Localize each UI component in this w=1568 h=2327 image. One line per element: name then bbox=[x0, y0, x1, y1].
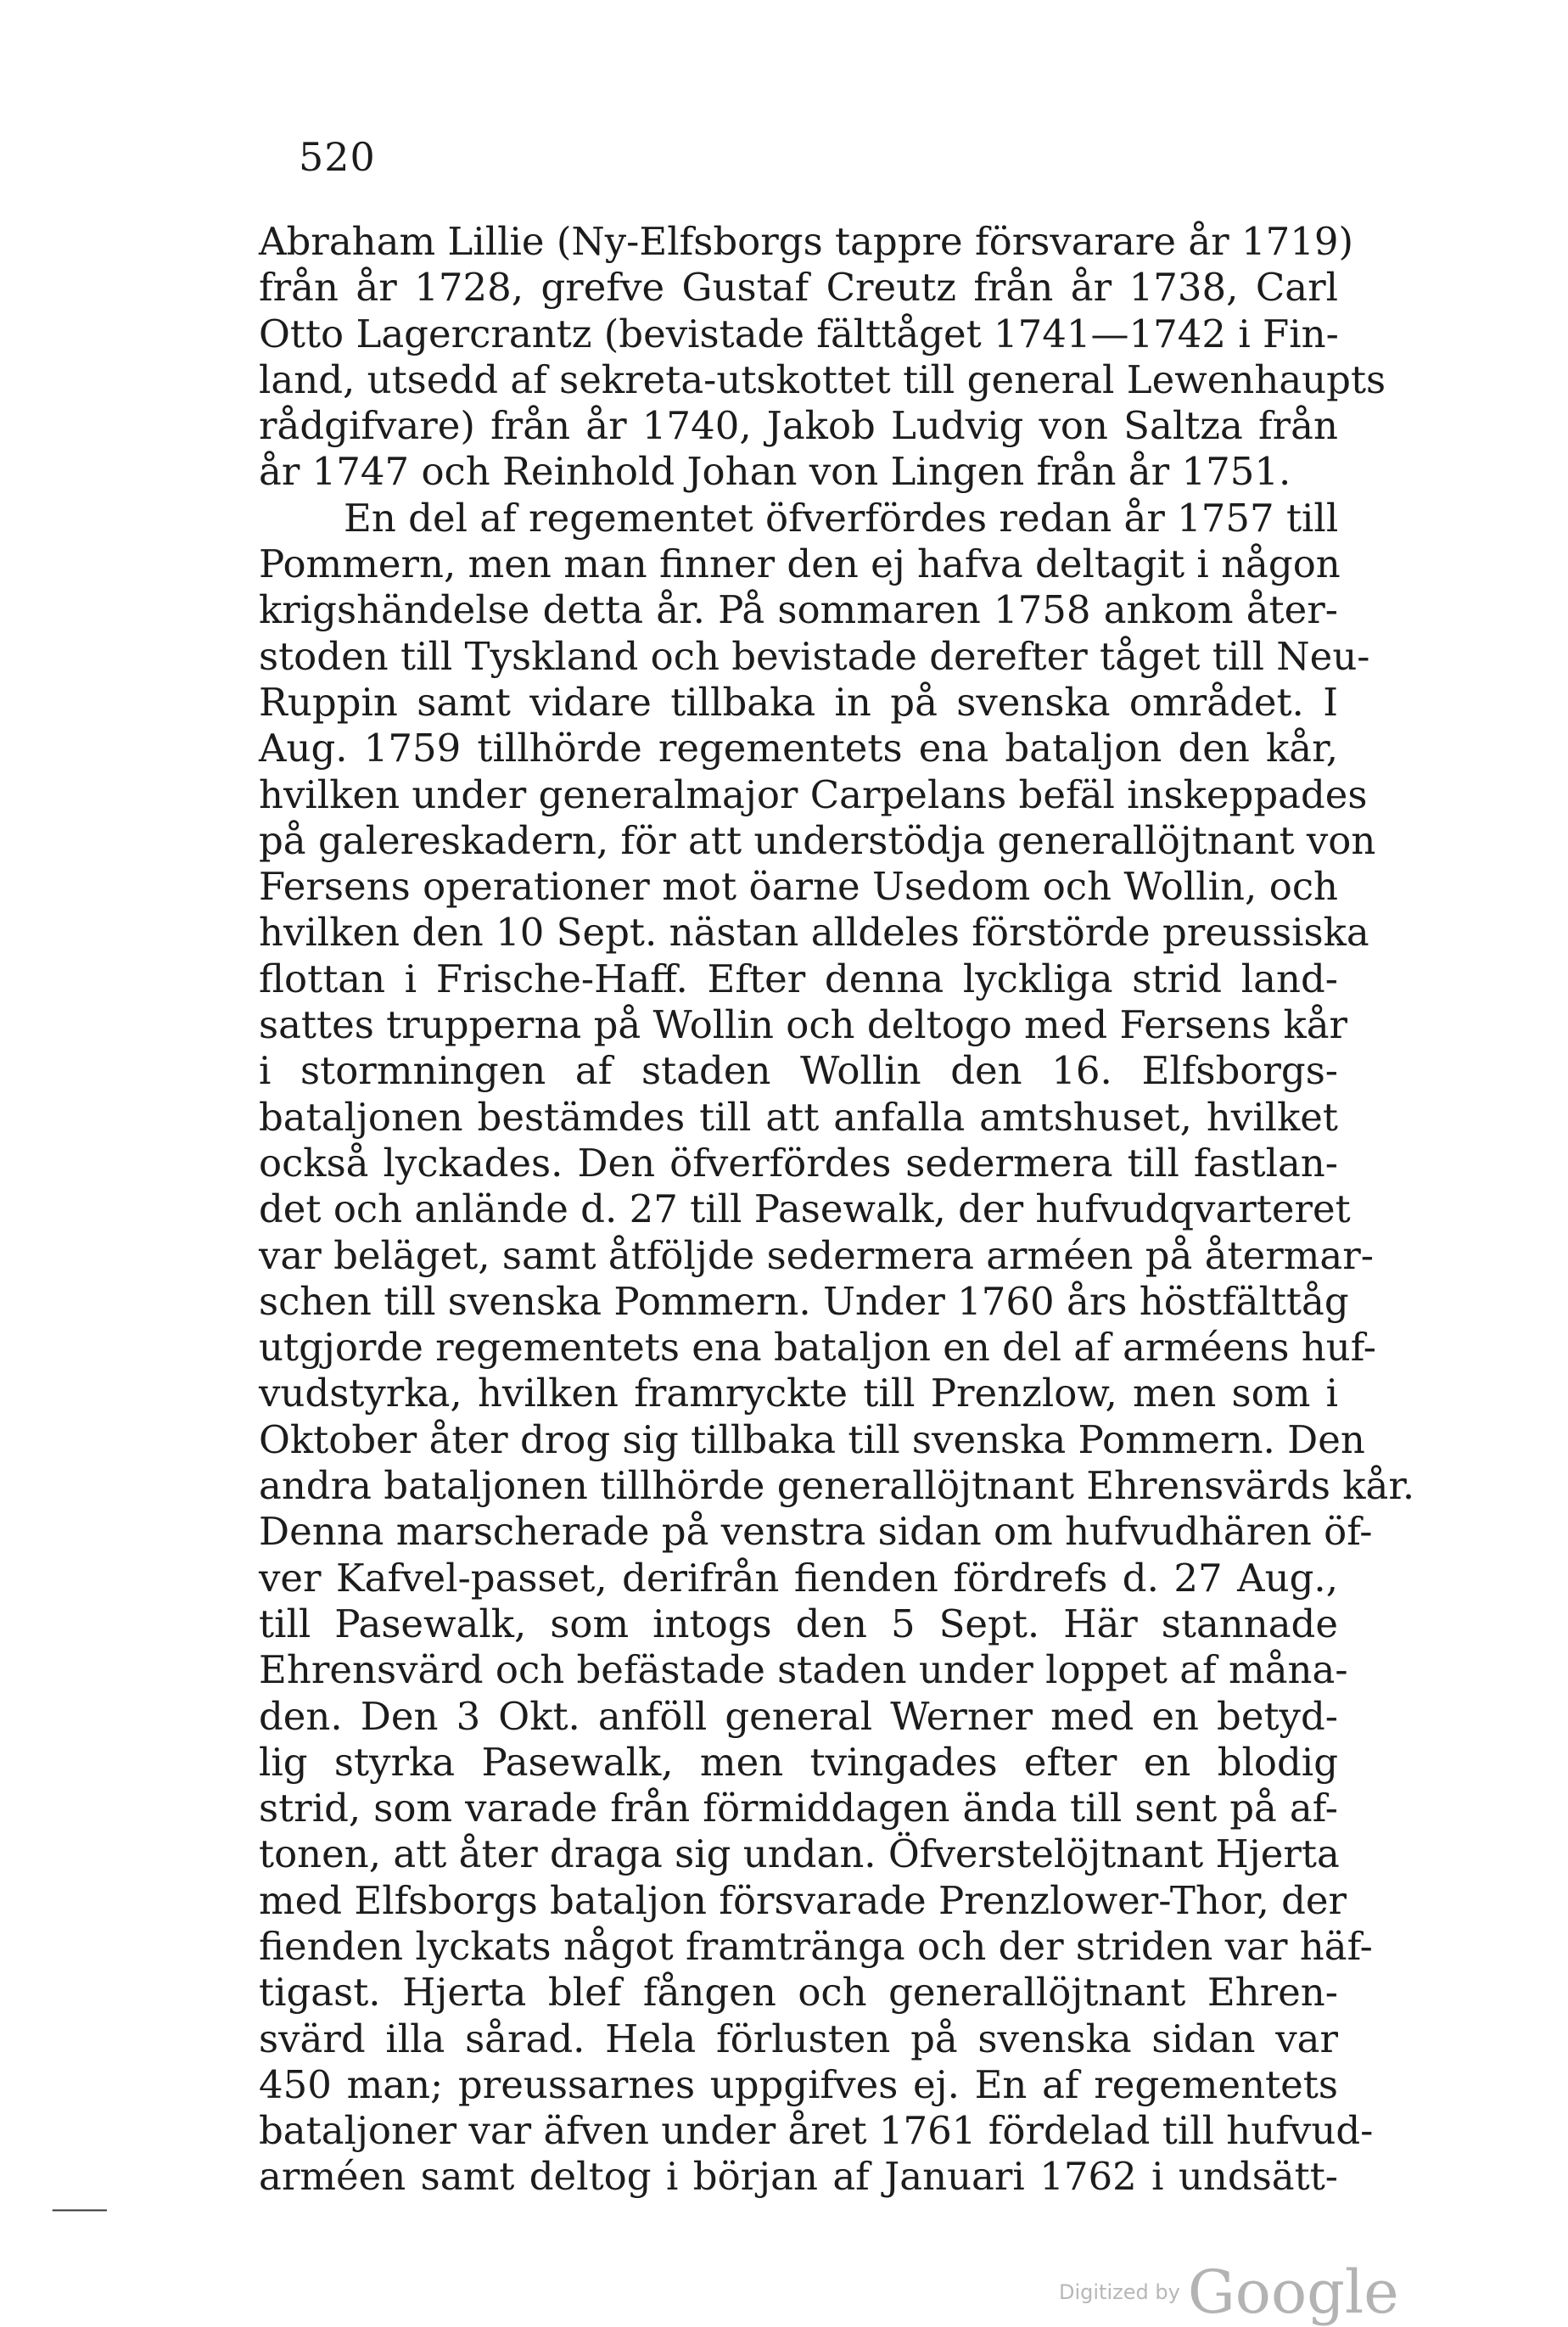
text-line: sattes trupperna på Wollin och deltogo med Fersens kår bbox=[259, 1002, 1348, 1048]
text-line: andra bataljonen tillhörde generallöjtnant Ehrensvärds kår. bbox=[259, 1463, 1415, 1509]
text-line: lig styrka Pasewalk, men tvingades efter en blodig bbox=[259, 1739, 1338, 1785]
text-line: Oktober åter drog sig tillbaka till svenska Pommern. Den bbox=[259, 1416, 1365, 1462]
text-line: från år 1728, grefve Gustaf Creutz från år 1738, Carl bbox=[259, 265, 1338, 311]
text-line: Ehrensvärd och befästade staden under loppet af måna- bbox=[259, 1647, 1348, 1693]
text-line: år 1747 och Reinhold Johan von Lingen från år 1751. bbox=[259, 449, 1291, 495]
text-line: Fersens operationer mot öarne Usedom och Wollin, och bbox=[259, 864, 1338, 910]
body-text bbox=[259, 219, 1415, 2201]
text-line: också lyckades. Den öfverfördes sedermera till fastlan- bbox=[259, 1140, 1338, 1186]
text-line: med Elfsborgs bataljon försvarade Prenzlower-Thor, der bbox=[259, 1877, 1347, 1923]
text-line: arméen samt deltog i början af Januari 1762 i undsätt- bbox=[259, 2154, 1338, 2200]
text-line: Denna marscherade på venstra sidan om hufvudhären öf- bbox=[259, 1509, 1373, 1555]
text-line: Abraham Lillie (Ny-Elfsborgs tappre försvarare år 1719) bbox=[259, 219, 1354, 264]
text-line: 450 man; preussarnes uppgifves ej. En af regementets bbox=[259, 2061, 1338, 2107]
text-line: schen till svenska Pommern. Under 1760 års höstfälttåg bbox=[259, 1278, 1349, 1324]
text-line: den. Den 3 Okt. anföll general Werner med en betyd- bbox=[259, 1693, 1338, 1739]
text-line: bataljoner var äfven under året 1761 fördelad till hufvud- bbox=[259, 2108, 1374, 2154]
text-line: rådgifvare) från år 1740, Jakob Ludvig von Saltza från bbox=[259, 403, 1338, 449]
text-line: tigast. Hjerta blef fången och generallöjtnant Ehren- bbox=[259, 1970, 1338, 2016]
text-line: land, utsedd af sekreta-utskottet till general Lewenhaupts bbox=[259, 356, 1386, 402]
text-line: strid, som varade från förmiddagen ända till sent på af- bbox=[259, 1786, 1338, 1831]
text-line: till Pasewalk, som intogs den 5 Sept. Här stannade bbox=[259, 1601, 1338, 1646]
text-line: svärd illa sårad. Hela förlusten på svenska sidan var bbox=[259, 2016, 1338, 2061]
text-line: utgjorde regementets ena bataljon en del af arméens huf- bbox=[259, 1325, 1376, 1371]
digitized-watermark bbox=[1059, 2257, 1399, 2327]
text-line: tonen, att åter draga sig undan. Öfverstelöjtnant Hjerta bbox=[259, 1831, 1340, 1877]
text-line: vudstyrka, hvilken framryckte till Prenzlow, men som i bbox=[259, 1371, 1338, 1416]
text-line: Pommern, men man finner den ej hafva deltagit i någon bbox=[259, 541, 1341, 587]
text-line: ver Kafvel-passet, derifrån fienden fördrefs d. 27 Aug., bbox=[259, 1555, 1338, 1601]
text-line: fienden lyckats något framtränga och der striden var häf- bbox=[259, 1923, 1373, 1969]
text-line: Ruppin samt vidare tillbaka in på svenska området. I bbox=[259, 679, 1338, 725]
text-line: hvilken den 10 Sept. nästan alldeles förstörde preussiska bbox=[259, 910, 1369, 956]
text-line: stoden till Tyskland och bevistade derefter tåget till Neu- bbox=[259, 633, 1370, 679]
text-line: det och anlände d. 27 till Pasewalk, der hufvudqvarteret bbox=[259, 1186, 1351, 1232]
google-logo: Google bbox=[1187, 2257, 1399, 2327]
text-line: Otto Lagercrantz (bevistade fälttåget 1741—1742 i Fin- bbox=[259, 311, 1339, 356]
page-number: 520 bbox=[299, 134, 376, 180]
text-line: En del af regementet öfverfördes redan år 1757 till bbox=[344, 495, 1339, 541]
text-line: flottan i Frische-Haff. Efter denna lyckliga strid land- bbox=[259, 956, 1338, 1001]
text-line: hvilken under generalmajor Carpelans befäl inskeppades bbox=[259, 771, 1368, 817]
text-line: krigshändelse detta år. På sommaren 1758 ankom åter- bbox=[259, 587, 1338, 633]
text-line: Aug. 1759 tillhörde regementets ena bataljon den kår, bbox=[259, 726, 1338, 771]
text-line: bataljonen bestämdes till att anfalla amtshuset, hvilket bbox=[259, 1094, 1338, 1140]
text-line: var beläget, samt åtföljde sedermera arméen på återmar- bbox=[259, 1232, 1374, 1278]
text-line: på galereskadern, för att understödja generallöjtnant von bbox=[259, 817, 1376, 863]
margin-mark: ⸺ bbox=[51, 2189, 109, 2228]
text-line: i stormningen af staden Wollin den 16. Elfsborgs- bbox=[259, 1048, 1338, 1094]
digitized-label: Digitized by bbox=[1059, 2280, 1180, 2304]
